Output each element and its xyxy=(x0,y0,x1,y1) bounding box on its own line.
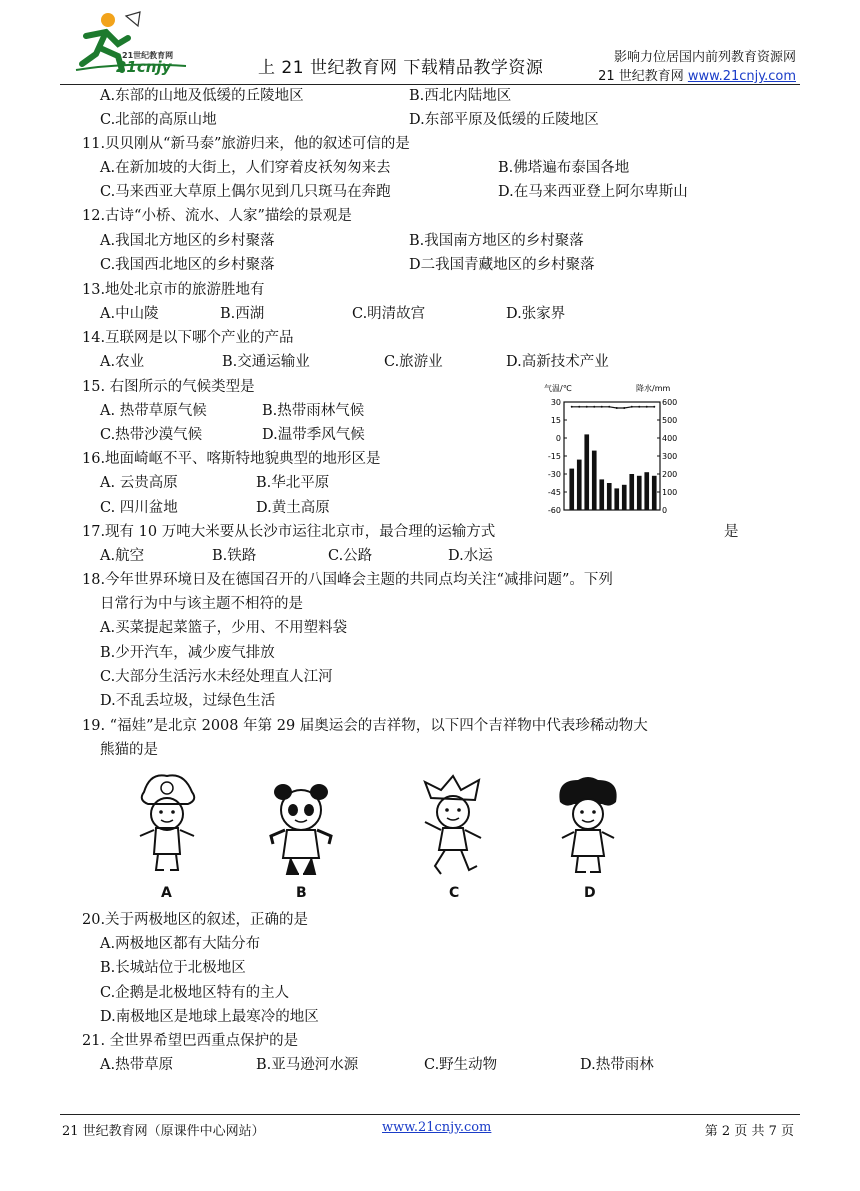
mascot-b-label: B xyxy=(296,885,307,901)
chart-precip-bar xyxy=(614,488,619,510)
mascot-d-label: D xyxy=(584,885,596,901)
chart-precip-bar xyxy=(599,479,604,510)
q17-option-d: D.水运 xyxy=(448,548,493,564)
chart-axes xyxy=(548,398,677,514)
chart-temp-point xyxy=(646,406,648,408)
mascot-c-label: C xyxy=(449,885,460,901)
chart-temp-point xyxy=(638,406,640,408)
mascot-b-image xyxy=(265,778,337,878)
chart-y-tick-label: -15 xyxy=(547,452,561,461)
q18-stem-line1: 18.今年世界环境日及在德国召开的八国峰会主题的共同点均关注“减排问题”。下列 xyxy=(82,572,613,588)
q15-option-c: C.热带沙漠气候 xyxy=(100,427,203,443)
footer-divider xyxy=(60,1114,800,1115)
q10-option-c: C.北部的高原山地 xyxy=(100,112,217,128)
chart-precip-bar xyxy=(637,476,642,510)
q15-option-a: A. 热带草原气候 xyxy=(100,403,207,419)
q16-stem: 16.地面崎岖不平、喀斯特地貌典型的地形区是 xyxy=(82,451,381,467)
footer-link[interactable]: www.21cnjy.com xyxy=(382,1120,492,1135)
q18-option-c: C.大部分生活污水未经处理直人江河 xyxy=(100,669,333,685)
chart-y-tick-label: 15 xyxy=(550,416,561,425)
q17-option-c: C.公路 xyxy=(328,548,373,564)
q13-option-a: A.中山陵 xyxy=(100,306,159,322)
header-site-link[interactable]: www.21cnjy.com xyxy=(687,69,796,84)
chart-y2-tick-label: 600 xyxy=(662,398,678,407)
q18-option-a: A.买菜提起菜篮子，少用、不用塑料袋 xyxy=(100,620,348,636)
header-right xyxy=(598,48,796,86)
q10-option-a: A.东部的山地及低缓的丘陵地区 xyxy=(100,88,304,104)
chart-y-tick-label: -30 xyxy=(547,470,561,479)
q18-option-d: D.不乱丢垃圾，过绿色生活 xyxy=(100,693,276,709)
q16-option-c: C. 四川盆地 xyxy=(100,500,178,516)
chart-temp-point xyxy=(578,406,580,408)
chart-precip-bar xyxy=(577,460,582,510)
q14-option-c: C.旅游业 xyxy=(384,354,443,370)
chart-temp-point xyxy=(653,406,655,408)
chart-y2-tick-label: 0 xyxy=(662,506,668,514)
q14-stem: 14.互联网是以下哪个产业的产品 xyxy=(82,330,294,346)
footer-page-number: 第 2 页 共 7 页 xyxy=(704,1124,794,1139)
q21-option-c: C.野生动物 xyxy=(424,1057,498,1073)
q13-option-b: B.西湖 xyxy=(220,306,265,322)
q10-option-b: B.西北内陆地区 xyxy=(409,88,512,104)
q16-option-d: D.黄土高原 xyxy=(256,500,330,516)
chart-y2label: 降水/mm xyxy=(636,384,671,393)
chart-y-tick-label: 0 xyxy=(555,434,561,443)
chart-precip-bar xyxy=(644,472,649,510)
mascot-a-image xyxy=(130,770,205,875)
footer-left: 21 世纪教育网（原课件中心网站） xyxy=(62,1124,265,1139)
chart-temp-point xyxy=(586,406,588,408)
q17-stem: 17.现有 10 万吨大米要从长沙市运往北京市，最合理的运输方式 xyxy=(82,524,496,540)
q15-option-b: B.热带雨林气候 xyxy=(262,403,365,419)
chart-y2-tick-label: 500 xyxy=(662,416,678,425)
q16-option-a: A. 云贵高原 xyxy=(100,475,178,491)
chart-precip-bar xyxy=(629,474,634,510)
q20-option-a: A.两极地区都有大陆分布 xyxy=(100,936,261,952)
chart-bars xyxy=(569,434,656,510)
climate-chart xyxy=(534,382,684,514)
q15-stem: 15. 右图所示的气候类型是 xyxy=(82,379,255,395)
chart-y-tick-label: -45 xyxy=(547,488,561,497)
logo-big-text: 21cnjy xyxy=(116,58,172,76)
chart-y2-tick-label: 300 xyxy=(662,452,678,461)
q21-option-a: A.热带草原 xyxy=(100,1057,174,1073)
mascot-a-label: A xyxy=(161,885,172,901)
chart-temperature-line xyxy=(571,406,656,409)
q11-option-c: C.马来西亚大草原上偶尔见到几只斑马在奔跑 xyxy=(100,184,391,200)
q19-stem-line1: 19. “福娃”是北京 2008 年第 29 届奥运会的吉祥物，以下四个吉祥物中代表珍稀动物大 xyxy=(82,718,648,734)
q14-option-a: A.农业 xyxy=(100,354,145,370)
q18-stem-line2: 日常行为中与该主题不相符的是 xyxy=(100,596,303,612)
chart-y2-tick-label: 400 xyxy=(662,434,678,443)
q17-option-b: B.铁路 xyxy=(212,548,257,564)
q17-option-a: A.航空 xyxy=(100,548,145,564)
q15-option-d: D.温带季风气候 xyxy=(262,427,365,443)
q12-option-a: A.我国北方地区的乡村聚落 xyxy=(100,233,275,249)
q21-option-b: B.亚马逊河水源 xyxy=(256,1057,359,1073)
q12-option-d: D二我国青藏地区的乡村聚落 xyxy=(409,257,595,273)
chart-ylabel: 气温/℃ xyxy=(544,384,572,393)
q11-option-d: D.在马来西亚登上阿尔卑斯山 xyxy=(498,184,688,200)
q21-stem: 21. 全世界希望巴西重点保护的是 xyxy=(82,1033,299,1049)
chart-y2-tick-label: 100 xyxy=(662,488,678,497)
chart-temp-point xyxy=(616,407,618,409)
q18-option-b: B.少开汽车，减少废气排放 xyxy=(100,645,275,661)
q20-option-c: C.企鹅是北极地区特有的主人 xyxy=(100,985,290,1001)
q12-stem: 12.古诗“小桥、流水、人家”描绘的景观是 xyxy=(82,208,352,224)
q12-option-c: C.我国西北地区的乡村聚落 xyxy=(100,257,275,273)
q12-option-b: B.我国南方地区的乡村聚落 xyxy=(409,233,584,249)
header-right-line2: 21 世纪教育网 www.21cnjy.com xyxy=(598,69,796,84)
chart-temp-point xyxy=(593,406,595,408)
chart-y-tick-label: -60 xyxy=(547,506,561,514)
header-slogan: 上 21 世纪教育网 下载精品教学资源 xyxy=(258,58,544,78)
mascot-c-image xyxy=(415,774,493,878)
q14-option-b: B.交通运输业 xyxy=(222,354,310,370)
chart-temp-point xyxy=(623,407,625,409)
q20-stem: 20.关于两极地区的叙述，正确的是 xyxy=(82,912,309,928)
logo-small-text: 21世纪教育网 xyxy=(122,51,174,60)
q13-option-c: C.明清故宫 xyxy=(352,306,426,322)
chart-precip-bar xyxy=(652,476,657,510)
chart-precip-bar xyxy=(584,434,589,510)
q13-option-d: D.张家界 xyxy=(506,306,566,322)
header-right-line1: 影响力位居国内前列教育资源网 xyxy=(613,50,796,65)
chart-temp-point xyxy=(631,406,633,408)
q17-stem-end: 是 xyxy=(724,524,739,540)
q10-option-d: D.东部平原及低缓的丘陵地区 xyxy=(409,112,599,128)
q16-option-b: B.华北平原 xyxy=(256,475,330,491)
mascot-d-image xyxy=(550,774,626,878)
chart-temp-path xyxy=(572,407,655,408)
q14-option-d: D.高新技术产业 xyxy=(506,354,609,370)
q19-stem-line2: 熊猫的是 xyxy=(100,742,158,758)
chart-precip-bar xyxy=(592,451,597,510)
q11-stem: 11.贝贝刚从“新马泰”旅游归来，他的叙述可信的是 xyxy=(82,136,410,152)
chart-temp-point xyxy=(571,406,573,408)
chart-temp-point xyxy=(608,406,610,408)
chart-y-tick-label: 30 xyxy=(550,398,561,407)
q20-option-d: D.南极地区是地球上最寒冷的地区 xyxy=(100,1009,319,1025)
chart-precip-bar xyxy=(607,483,612,510)
chart-precip-bar xyxy=(622,485,627,510)
chart-precip-bar xyxy=(569,469,574,510)
q20-option-b: B.长城站位于北极地区 xyxy=(100,960,246,976)
q11-option-a: A.在新加坡的大街上，人们穿着皮袄匆匆来去 xyxy=(100,160,391,176)
q13-stem: 13.地处北京市的旅游胜地有 xyxy=(82,282,265,298)
chart-temp-point xyxy=(601,406,603,408)
q11-option-b: B.佛塔遍布泰国各地 xyxy=(498,160,630,176)
header-divider xyxy=(60,84,800,85)
chart-y2-tick-label: 200 xyxy=(662,470,678,479)
q21-option-d: D.热带雨林 xyxy=(580,1057,654,1073)
